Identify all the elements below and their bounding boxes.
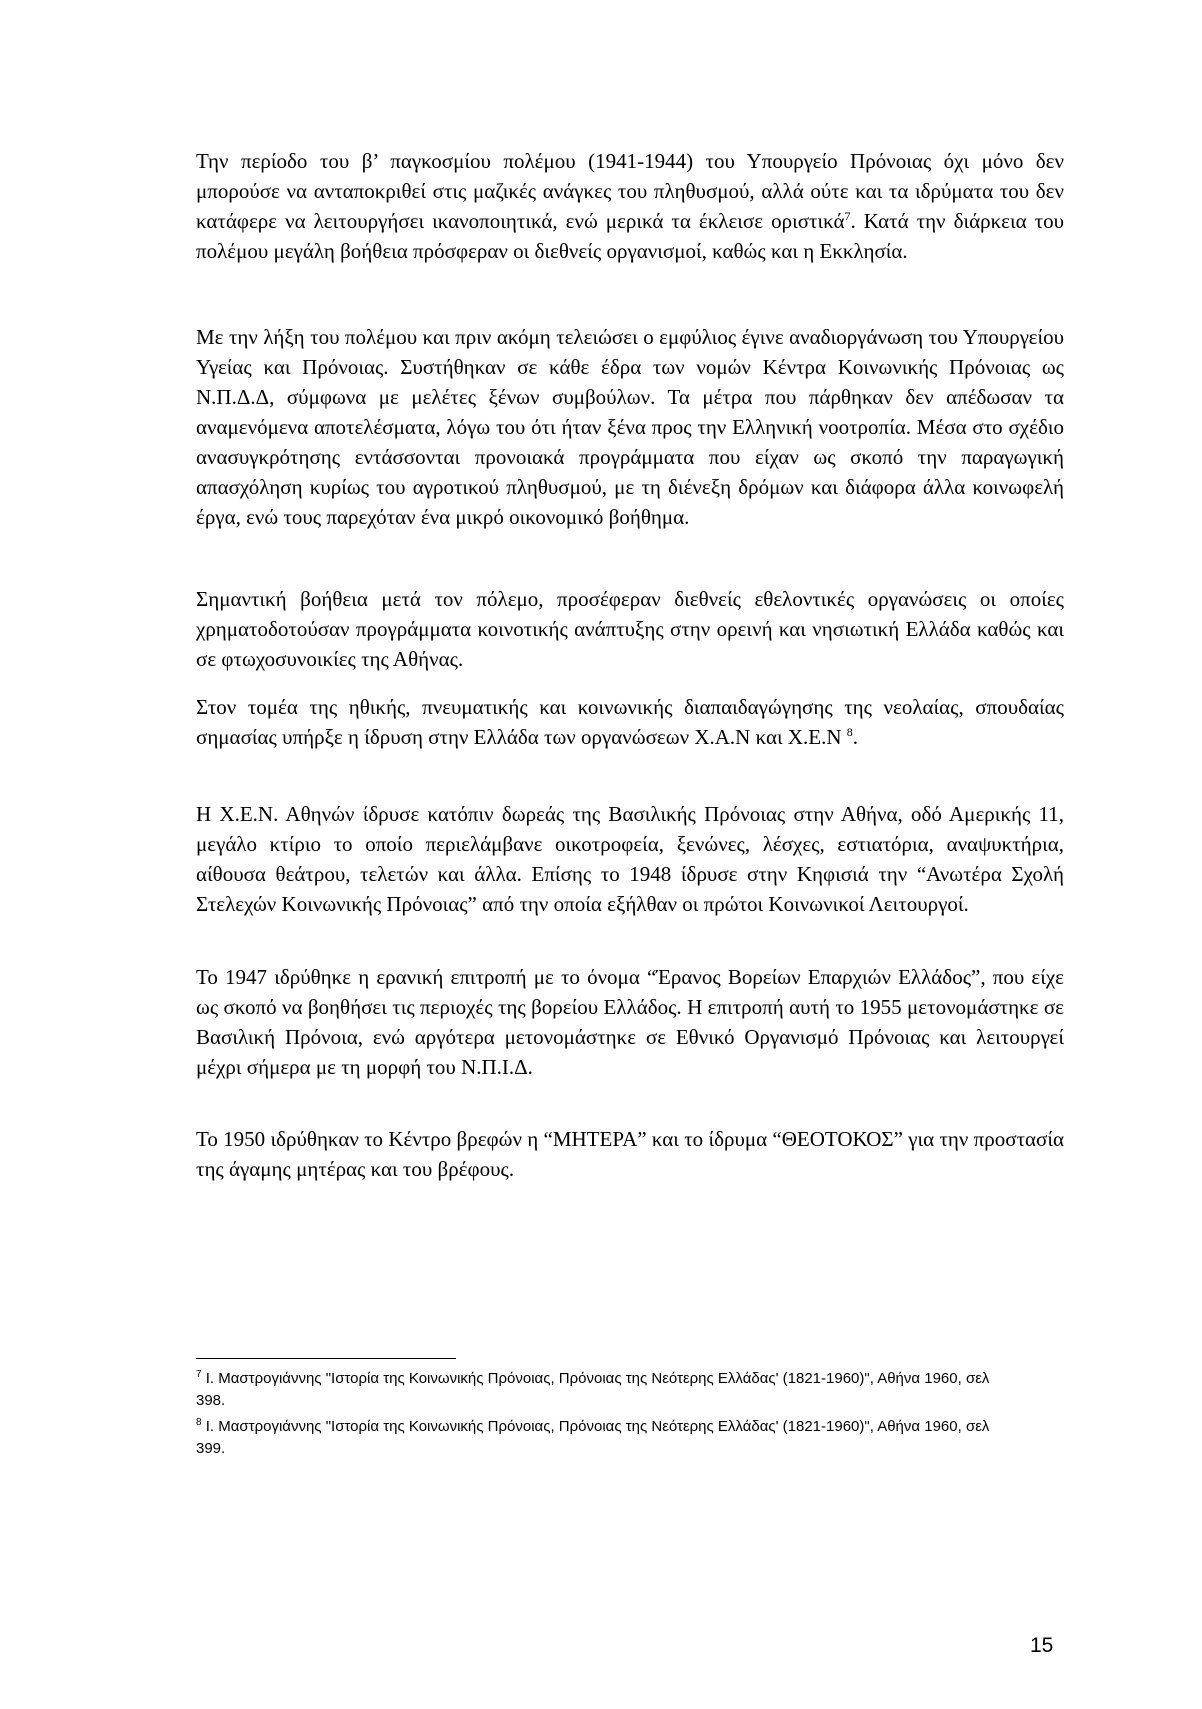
paragraph-1 <box>196 146 1064 266</box>
paragraph-text: . Κατά την διάρκεια του πολέμου μεγάλη βοήθεια πρόσφεραν οι διεθνείς οργανισμοί, καθώς και η Εκκλησία. <box>196 209 1064 263</box>
paragraph-text: Σημαντική βοήθεια μετά τον πόλεμο, προσέφεραν διεθνείς εθελοντικές οργανώσεις οι οποίες χρηματοδοτούσαν προγράμματα κοινοτικής ανάπτυξης στην ορεινή και νησιωτική Ελλάδα καθώς και σε φτωχοσυνοικίες της Αθήνας. <box>196 587 1064 671</box>
page-number: 15 <box>1030 1634 1054 1657</box>
footnote-text: Ι. Μαστρογιάννης "Ιστορία της Κοινωνικής Πρόνοιας, Πρόνοιας της Νεότερης Ελλάδας' (1821-1960)", Αθήνα 1960, σελ 399. <box>196 1418 990 1457</box>
footnote-ref-8[interactable]: 8 <box>846 725 853 739</box>
paragraph-text: Με την λήξη του πολέμου και πριν ακόμη τελειώσει ο εμφύλιος έγινε αναδιοργάνωση του Υπουργείου Υγείας και Πρόνοιας. Συστήθηκαν σε κάθε έδρα των νομών Κέντρα Κοινωνικής Πρόνοιας ως Ν.Π.Δ.Δ, σύμφωνα με μελέτες ξένων συμβούλων. Τα μέτρα που πάρθηκαν δεν απέδωσαν τα αναμενόμενα αποτελέσματα, λόγω του ότι ήταν ξένα προς την Ελληνική νοοτροπία. Μέσα στο σχέδιο ανασυγκρότησης εντάσσονται προνοιακά προγράμματα που είχαν ως σκοπό την παραγωγική απασχόληση κυρίως του αγροτικού πληθυσμού, με τη διένεξη δρόμων και διάφορα άλλα κοινωφελή έργα, ενώ τους παρεχόταν ένα μικρό οικονομικό βοήθημα. <box>196 325 1064 529</box>
footnote-number: 7 <box>196 1369 202 1380</box>
footnote-ref-7[interactable]: 7 <box>844 209 851 223</box>
footnote-8 <box>196 1412 996 1460</box>
footnote-rule <box>196 1358 456 1359</box>
paragraph-3 <box>196 584 1064 674</box>
paragraph-text: Το 1950 ιδρύθηκαν το Κέντρο βρεφών η “ΜΗΤΕΡΑ” και το ίδρυμα “ΘΕΟΤΟΚΟΣ” για την προστασία της άγαμης μητέρας και του βρέφους. <box>196 1127 1064 1181</box>
paragraph-5 <box>196 799 1064 919</box>
paragraph-text: Στον τομέα της ηθικής, πνευματικής και κοινωνικής διαπαιδαγώγησης της νεολαίας, σπουδαίας σημασίας υπήρξε η ίδρυση στην Ελλάδα των οργανώσεων Χ.Α.Ν και Χ.Ε.Ν <box>196 695 1064 749</box>
paragraph-4 <box>196 692 1064 752</box>
footnote-7 <box>196 1364 996 1412</box>
paragraph-text: Η Χ.Ε.Ν. Αθηνών ίδρυσε κατόπιν δωρεάς της Βασιλικής Πρόνοιας στην Αθήνα, οδό Αμερικής 11, μεγάλο κτίριο το οποίο περιελάμβανε οικοτροφεία, ξενώνες, λέσχες, εστιατόρια, αναψυκτήρια, αίθουσα θεάτρου, τελετών και άλλα. Επίσης το 1948 ίδρυσε στην Κηφισιά την “Ανωτέρα Σχολή Στελεχών Κοινωνικής Πρόνοιας” από την οποία εξήλθαν οι πρώτοι Κοινωνικοί Λειτουργοί. <box>196 802 1064 916</box>
footnote-number: 8 <box>196 1417 202 1428</box>
paragraph-text: Την περίοδο του β’ παγκοσμίου πολέμου (1941-1944) του Υπουργείο Πρόνοιας όχι μόνο δεν μπορούσε να ανταποκριθεί στις μαζικές ανάγκες του πληθυσμού, αλλά ούτε και τα ιδρύματα του δεν κατάφερε να λειτουργήσει ικανοποιητικά, ενώ μερικά τα έκλεισε οριστικά <box>196 149 1064 233</box>
paragraph-6 <box>196 962 1064 1082</box>
paragraph-text: Το 1947 ιδρύθηκε η ερανική επιτροπή με το όνομα “Έρανος Βορείων Επαρχιών Ελλάδος”, που είχε ως σκοπό να βοηθήσει τις περιοχές της βορείου Ελλάδος. Η επιτροπή αυτή το 1955 μετονομάστηκε σε Βασιλική Πρόνοια, ενώ αργότερα μετονομάστηκε σε Εθνικό Οργανισμό Πρόνοιας και λειτουργεί μέχρι σήμερα με τη μορφή του Ν.Π.Ι.Δ. <box>196 965 1064 1079</box>
paragraph-text: . <box>852 725 859 749</box>
paragraph-7 <box>196 1124 1064 1184</box>
footnote-text: Ι. Μαστρογιάννης "Ιστορία της Κοινωνικής Πρόνοιας, Πρόνοιας της Νεότερης Ελλάδας' (1821-1960)", Αθήνα 1960, σελ 398. <box>196 1370 990 1409</box>
paragraph-2 <box>196 322 1064 532</box>
